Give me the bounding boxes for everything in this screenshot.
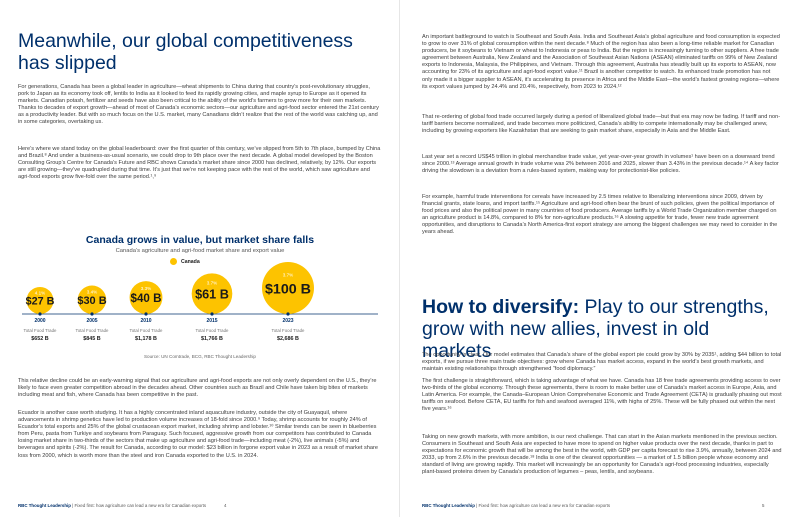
legend-label: Canada [181, 258, 200, 265]
total-trade-heading: Total Food Trade [23, 328, 57, 333]
x-tick-label: 2000 [34, 318, 46, 324]
axis-marker [38, 312, 41, 315]
body-paragraph: Taking on new growth markets, with more ambition, is our next challenge. That can start in the Asian markets mentioned in the previous section. Consumers in Southeast and South Asia are expected to have more to spend on higher value products over the next decade, thanks in part to expectations for economic growth that will be among the best in the world, with GDP per capita forecast to rise 3.9%, annually, between 2024 and 2033, up from 2.6% in the previous decade.¹⁸ India is one of the clearest opportunities — a market of 1.5 billion people whose economy and standard of living are growing rapidly. This market will increasingly be an opportunity for Canada’s agri-food processing industries, especially plant-based proteins driven by Canada’s production of legumes – peas, lentils, and soybeans. [422, 434, 782, 476]
export-value-label: $61 B [195, 287, 229, 302]
market-share-label: 4.1% [34, 290, 46, 296]
body-paragraph: Here’s where we stand today on the global leaderboard: over the first quarter of this century, we’ve slipped from 5th to 7th place, bumped by China and Brazil.⁸ And under a business-as-usual scenario, we could drop to 9th place over the next decade. A global model developed by the Boston Consulting Group’s Centre for Canada’s Future and RBC shows Canada’s market share since 2000 has declined, relatively, by 12%. Our exports are still growing—they’ve quadrupled during that time. It’s just that we’re not keeping pace with the rest of the world, which saw agriculture and agri-food exports grow five-fold over the same period.¹,⁹ [18, 146, 381, 181]
right-page [400, 0, 800, 517]
total-trade-value: $652 B [31, 336, 49, 342]
page-number: 5 [762, 503, 765, 508]
footer: RBC Thought Leadership | Fixed first: how agriculture can lead a new era for Canadian exports [18, 503, 207, 508]
total-trade-value: $1,766 B [201, 336, 223, 342]
x-tick-label: 2023 [282, 318, 294, 324]
market-share-label: 3.4% [86, 289, 98, 295]
body-paragraph: For generations, Canada has been a global leader in agriculture—wheat shipments to China during that country’s post-revolutionary struggles, pork to Japan as its economy took off, lentils to India as it looked to feed its rapidly growing cities, and maple syrup to Europe as it opened its markets. Canadian potash, fertilizer and seeds have also been critical to the ability of the world’s farmers to grow more for their own markets. Thanks to decades of export growth—ahead of most of Canada’s economic sectors—our agriculture and agri-food sector entered the 21st century as a productivity leader. But with so much focus on the U.S. market, many Canadians didn’t realize that the rest of the world was catching up, and in some categories, overtaking us. [18, 84, 379, 126]
footer-brand: RBC Thought Leadership [18, 503, 71, 508]
chart-title: Canada grows in value, but market share falls [85, 234, 315, 246]
axis-marker [286, 312, 289, 315]
export-value-label: $40 B [130, 291, 162, 305]
x-tick-label: 2015 [206, 318, 218, 324]
body-paragraph: For example, harmful trade interventions for cereals have increased by 2.5 times relative to liberalizing interventions since 2009, driven by financial grants, state loans, and import tariffs.¹⁵ Agriculture and agri-food often bear the brunt of such policies, given the political importance of food prices and also the political power in many countries of food producers. Average tariffs by a World Trade Organization member charged on an agriculture product is 14.8%, compared to 8% for non-agriculture products.¹⁶ A slowing appetite for trade, fewer new trade agreement opportunities, and disruptions to Canada’s North America-first export strategy are among the biggest challenges we may need to consider in the years ahead. [422, 194, 778, 236]
body-paragraph: That re-ordering of global food trade occurred largely during a period of liberalized global trade—but that era may now be fading. If tariff and non-tariff barriers become normalized, and trade becomes more politicized, Canada’s ability to compete internationally may be challenged anew, including by growing exporters like Kazakhstan that are seeking to gain market share, especially in Asia and the Middle East. [422, 114, 781, 135]
market-share-label: 3.7% [206, 280, 218, 286]
export-value-label: $100 B [264, 281, 312, 298]
market-share-label: 3.7% [282, 272, 294, 278]
total-trade-value: $1,178 B [135, 336, 157, 342]
body-paragraph: Ecuador is another case worth studying. It has a highly concentrated inland aquaculture industry, outside the city of Guayaquil, where advancements in shrimp genetics have led to production volume increases of 18-fold since 2000.⁹ Today, shrimp accounts for roughly 24% of Ecuador’s total exports and 25% of the global crustacean export market, including shrimp and lobster.¹⁰ Similar trends can be seen in blueberries from Peru, pasta from Turkiye and soybeans from Paraguay. Such focused, aggressive growth from our competitors has contributed to Canada losing market share in two-thirds of the sectors that make up agriculture and agri-food trade—including meat (-2%), live animals (-5%) and beverages and spirits (-2%). The result for Canada, according to our model: $23 billion in forgone export value in 2023 as a result of market share loss from 2000, which is worth more than the steel and iron Canada exported to the U.S. in 2024. [18, 410, 378, 459]
footer-text: Fixed first: how agriculture can lead a new era for Canadian exports [74, 503, 207, 508]
chart-source: Source: UN Comtrade, BCG, RBC Thought Leadership [143, 354, 256, 359]
axis-marker [90, 312, 93, 315]
body-paragraph: The first challenge is straightforward, which is taking advantage of what we have. Canada has 18 free trade agreements providing access to over two-thirds of the global economy. Through these agreements, there is room to make better use of Canada’s market access in Europe, Asia, and Latin America. For example, the Canada–European Union Comprehensive Economic and Trade Agreement (CETA) is gradually phasing out most tariffs on seafood. Before CETA, EU tariffs for fish and seafood averaged 11%, with highs of 25%. These will be fully phased out within the next five years.¹⁶ [422, 378, 782, 413]
footer: RBC Thought Leadership | Fixed first: how agriculture can lead a new era for Canadian exports [422, 503, 611, 508]
market-share-label: 3.3% [140, 286, 152, 292]
axis-marker [144, 312, 147, 315]
body-paragraph: An important battleground to watch is Southeast and South Asia. India and Southeast Asia’s global agriculture and food consumption is expected to grow to over 31% of global consumption within the next decade.⁸ Much of the region has also been a long-time reliable market for Canadian producers, be it soybeans to Vietnam or wheat to Indonesia or peas to India. But the region is increasingly turning to other suppliers. A free trade agreement between Australia, New Zealand and the Association of Southeast Asian Nations (ASEAN) eliminated tariffs on 99% of New Zealand exports to Indonesia, Malaysia, the Philippines, and Vietnam. Through this agreement, Australia has steadily built up its exports to ASEAN, now accounting for 23% of its agriculture and agri-food export value.¹¹ Brazil is another competitor to watch. Its enhanced trade promotion has not only made it a bigger supplier to ASEAN, it’s accelerating its presence in Africa and the Middle East—the world’s fastest growing regions—where its export values jumped by 24.4% and 20.4%, respectively, from 2023 to 2024.¹² [422, 34, 780, 90]
export-value-label: $27 B [25, 295, 55, 308]
bubble-chart [0, 262, 400, 354]
body-paragraph: This relative decline could be an early-warning signal that our agriculture and agri-food exports are not only overly dependent on the U.S., they’re likely to face even greater competition abroad in the decades ahead. Other countries such as Brazil and Chile have taken big bites of markets including meat and fish, where Canada has been competitive in the past. [18, 378, 377, 399]
total-trade-value: $2,686 B [277, 336, 299, 342]
axis-marker [210, 312, 213, 315]
x-tick-label: 2010 [140, 318, 152, 324]
x-tick-label: 2005 [86, 318, 98, 324]
body-paragraph: Last year set a record US$45 trillion in global merchandise trade value, yet year-over-year growth in volumes¹ have been on a downward trend since 2000.¹³ Average annual growth in trade volume was 2% between 2016 and 2025, slower than 3.43% in the previous decade.¹⁴ A key factor driving the slowdown is a deviation from a rules-based system, making way for protectionist-like policies. [422, 154, 779, 175]
total-trade-heading: Total Food Trade [271, 328, 305, 333]
section-title: Meanwhile, our global competitiveness has slipped [18, 30, 353, 74]
total-trade-value: $845 B [83, 336, 101, 342]
total-trade-heading: Total Food Trade [129, 328, 163, 333]
chart-subtitle: Canada’s agriculture and agri-food market share and export value [115, 248, 285, 254]
export-value-label: $30 B [77, 294, 107, 307]
footer-brand: RBC Thought Leadership [422, 503, 475, 508]
page-number: 4 [224, 503, 227, 508]
total-trade-heading: Total Food Trade [195, 328, 229, 333]
section-title: How to diversify: Play to our strengths, grow with new allies, invest in old markets [422, 296, 769, 362]
footer-text: Fixed first: how agriculture can lead a new era for Canadian exports [478, 503, 611, 508]
body-paragraph: The opportunity is clear. Our model estimates that Canada’s share of the global export pie could grow by 30% by 2035¹, adding $44 billion to total exports, if we pursue three main trade objectives: grow where Canada has market access, expand in the world’s best growth markets, and maintain existing relationships through strengthened “food diplomacy.” [422, 352, 782, 373]
total-trade-heading: Total Food Trade [75, 328, 109, 333]
